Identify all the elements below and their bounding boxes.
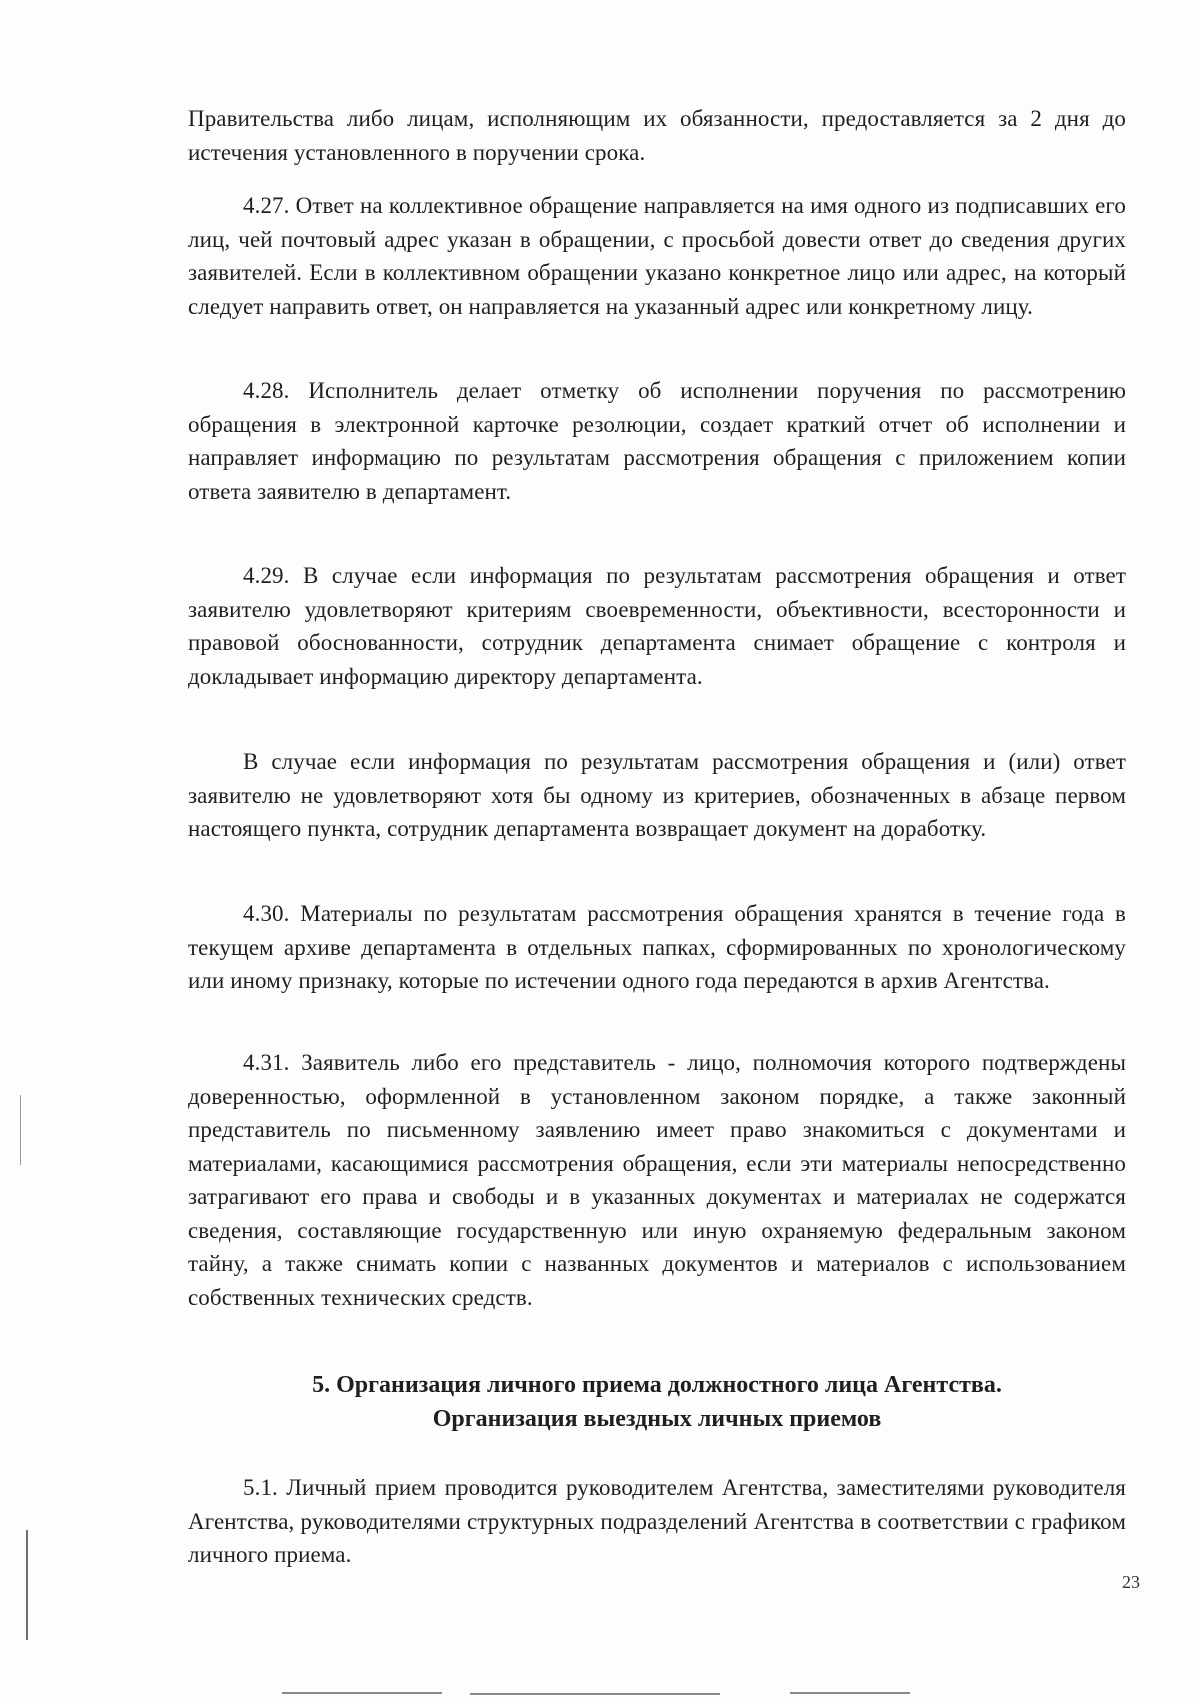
scan-artifact-rule — [470, 1693, 720, 1695]
paragraph-4-30: 4.30. Материалы по результатам рассмотрения обращения хранятся в течение года в текущем архиве департамента в отдельных папках, сформированных по хронологическому или иному признаку, которые по истечении одного года передаются в архив Агентства. — [188, 901, 1126, 993]
paragraph-4-31: 4.31. Заявитель либо его представитель - лицо, полномочия которого подтверждены доверенностью, оформленной в установленном законом порядке, а также законный представитель по письменному заявлению имеет право знакомиться с документами и материалами, касающимися рассмотрения обращения, если эти материалы непосредственно затрагивают его права и свободы и в указанных документах и материалах не содержатся сведения, составляющие государственную или иную охраняемую федеральным законом тайну, а также снимать копии с названных документов и материалов с использованием собственных технических средств. — [188, 1050, 1126, 1310]
scan-artifact-mark — [26, 1530, 28, 1640]
section-heading-line-1: 5. Организация личного приема должностного лица Агентства. — [312, 1372, 1002, 1398]
scan-artifact-mark — [20, 1095, 21, 1165]
paragraph-4-27: 4.27. Ответ на коллективное обращение направляется на имя одного из подписавших его лиц, чей почтовый адрес указан в обращении, с просьбой довести ответ до сведения других заявителей. Если в коллективном обращении указано конкретное лицо или адрес, на который следует направить ответ, он направляется на указанный адрес или конкретному лицу. — [188, 193, 1126, 319]
paragraph-intro: Правительства либо лицам, исполняющим их обязанности, предоставляется за 2 дня до истечения установленного в поручении срока. — [188, 106, 1126, 165]
section-heading-line-2: Организация выездных личных приемов — [432, 1406, 882, 1432]
paragraph-4-29: 4.29. В случае если информация по результатам рассмотрения обращения и ответ заявителю удовлетворяют критериям своевременности, объективности, всесторонности и правовой обоснованности, сотрудник департамента снимает обращение с контроля и докладывает информацию директору департамента. — [188, 563, 1126, 689]
page-number: 23 — [1122, 1572, 1140, 1592]
scan-artifact-rule — [790, 1692, 910, 1694]
scan-artifact-rule — [282, 1692, 442, 1694]
paragraph-4-29-second: В случае если информация по результатам рассмотрения обращения и (или) ответ заявителю не удовлетворяют хотя бы одному из критериев, обозначенных в абзаце первом настоящего пункта, сотрудник департамента возвращает документ на доработку. — [188, 749, 1126, 841]
paragraph-5-1: 5.1. Личный прием проводится руководителем Агентства, заместителями руководителя Агентства, руководителями структурных подразделений Агентства в соответствии с графиком личного приема. — [188, 1475, 1126, 1567]
section-heading-5 — [188, 1368, 1126, 1436]
paragraph-4-28: 4.28. Исполнитель делает отметку об исполнении поручения по рассмотрению обращения в электронной карточке резолюции, создает краткий отчет об исполнении и направляет информацию по результатам рассмотрения обращения с приложением копии ответа заявителю в департамент. — [188, 378, 1126, 504]
